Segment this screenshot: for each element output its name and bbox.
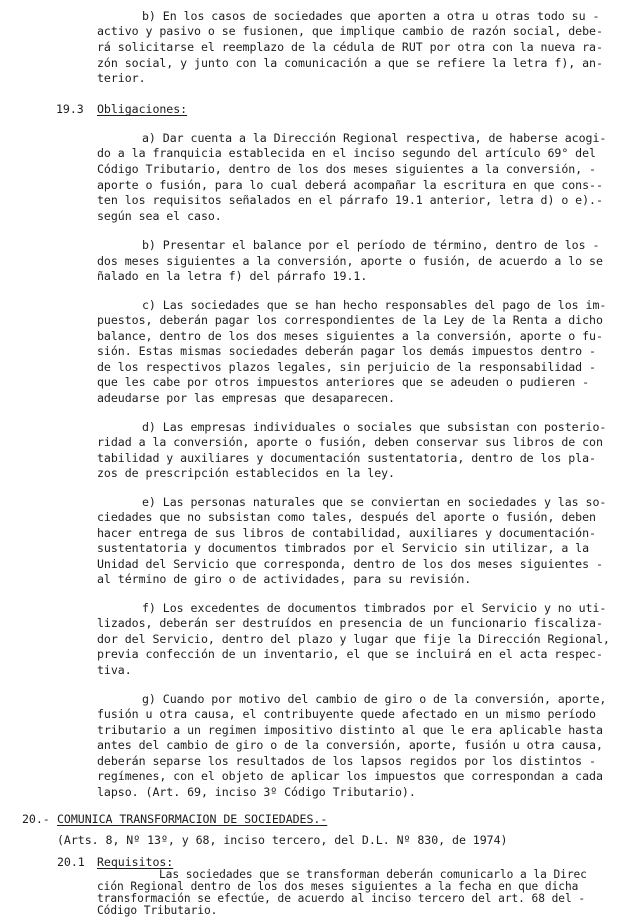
requisitos-line-2: ción Regional dentro de los dos meses siguientes a la fecha en que dicha bbox=[97, 880, 579, 893]
obligation-d-line-4: zos de prescripción establecidos en la ley. bbox=[97, 466, 395, 480]
para-b-line-3: rá solicitarse el reemplazo de la cédula de RUT por otra con la nueva ra- bbox=[97, 40, 603, 54]
obligation-c-line-6: que les cabe por otros impuestos anteriores que se adeuden o pudieren - bbox=[97, 375, 590, 389]
obligation-e-line-4: sustentatoria y documentos timbrados por el Servicio sin utilizar, a la bbox=[97, 541, 590, 555]
obligation-c-line-3: balance, dentro de los dos meses siguientes a la conversión, aporte o fu- bbox=[97, 329, 603, 343]
obligation-c-line-2: puestos, deberán pagar los correspondientes de la Ley de la Renta a dicho bbox=[97, 313, 603, 327]
obligation-g-line-6: regímenes, con el objeto de aplicar los impuestos que correspondan a cada bbox=[97, 769, 603, 783]
obligation-c-line-7: adeudarse por las empresas que desaparecen. bbox=[97, 391, 395, 405]
para-b-line-2: activo y pasivo o se fusionen, que implique cambio de razón social, debe- bbox=[97, 24, 603, 38]
obligation-d-line-3: tabilidad y auxiliares y documentación sustentatoria, dentro de los pla- bbox=[97, 451, 596, 465]
obligation-a-line-4: aporte o fusión, para lo cual deberá acompañar la escritura en que cons-- bbox=[97, 178, 603, 192]
obligation-g-line-1: g) Cuando por motivo del cambio de giro o de la conversión, aporte, bbox=[142, 692, 607, 706]
requisitos-line-3: transformación se efectúe, de acuerdo al inciso tercero del art. 68 del - bbox=[97, 892, 586, 905]
obligation-d-line-2: ridad a la conversión, aporte o fusión, deben conservar sus libros de con bbox=[97, 435, 603, 449]
obligation-f-line-5: tiva. bbox=[97, 663, 132, 677]
obligation-a-line-6: según sea el caso. bbox=[97, 209, 222, 223]
obligation-a-line-3: Código Tributario, dentro de los dos meses siguientes a la conversión, - bbox=[97, 162, 596, 176]
obligation-c-line-1: c) Las sociedades que se han hecho responsables del pago de los im- bbox=[142, 298, 607, 312]
obligation-f-line-3: dor del Servicio, dentro del plazo y lugar que fije la Dirección Regional, bbox=[97, 632, 610, 646]
section-heading-obligaciones: Obligaciones: bbox=[97, 102, 188, 116]
section-number-19-3: 19.3 bbox=[56, 102, 84, 116]
obligation-g-line-4: antes del cambio de giro o de la conversión, aporte, fusión u otra causa, bbox=[97, 738, 603, 752]
obligation-a-line-2: do a la franquicia establecida en el inciso segundo del artículo 69° del bbox=[97, 146, 596, 160]
obligation-b-line-3: ñalado en la letra f) del párrafo 19.1. bbox=[97, 269, 368, 283]
obligation-g-line-5: deberán separse los resultados de los lapsos regidos por los distintos - bbox=[97, 754, 596, 768]
section-heading-comunica: COMUNICA TRANSFORMACION DE SOCIEDADES.- bbox=[57, 812, 328, 826]
obligation-e-line-6: al término de giro o de actividades, para su revisión. bbox=[97, 572, 472, 586]
obligation-e-line-2: ciedades que no subsistan como tales, después del aporte o fusión, deben bbox=[97, 510, 596, 524]
section-number-20-1: 20.1 bbox=[57, 855, 85, 869]
para-b-line-4: zón social, y junto con la comunicación a que se refiere la letra f), an- bbox=[97, 56, 603, 70]
obligation-c-line-4: sión. Estas mismas sociedades deberán pagar los demás impuestos dentro - bbox=[97, 344, 596, 358]
para-b-line-1: b) En los casos de sociedades que aporten a otra u otras todo su - bbox=[142, 9, 600, 23]
obligation-e-line-5: Unidad del Servicio que corresponda, dentro de los dos meses siguientes - bbox=[97, 557, 603, 571]
obligation-d-line-1: d) Las empresas individuales o sociales que subsistan con posterio- bbox=[142, 420, 607, 434]
requisitos-line-1: Las sociedades que se transforman deberán comunicarlo a la Direc bbox=[159, 868, 587, 881]
obligation-f-line-2: lizados, deberán ser destruídos en presencia de un funcionario fiscaliza- bbox=[97, 616, 603, 630]
obligation-b-line-1: b) Presentar el balance por el período de término, dentro de los - bbox=[142, 238, 600, 252]
para-b-line-5: terior. bbox=[97, 71, 146, 85]
obligation-f-line-4: previa confección de un inventario, el que se incluirá en el acta respec- bbox=[97, 647, 603, 661]
legal-reference: (Arts. 8, Nº 13º, y 68, inciso tercero, del D.L. Nº 830, de 1974) bbox=[57, 833, 508, 847]
obligation-a-line-5: ten los requisitos señalados en el párrafo 19.1 anterior, letra d) o e).- bbox=[97, 193, 603, 207]
obligation-g-line-7: lapso. (Art. 69, inciso 3º Código Tributario). bbox=[97, 785, 416, 799]
section-number-20: 20.- bbox=[22, 812, 50, 826]
obligation-g-line-3: tributario a un regimen impositivo distinto al que le era aplicable hasta bbox=[97, 723, 603, 737]
obligation-c-line-5: de los respectivos plazos legales, sin perjuicio de la responsabilidad - bbox=[97, 360, 596, 374]
obligation-a-line-1: a) Dar cuenta a la Dirección Regional respectiva, de haberse acogi- bbox=[142, 131, 607, 145]
obligation-e-line-3: hacer entrega de sus libros de contabilidad, auxiliares y documentación- bbox=[97, 526, 596, 540]
obligation-e-line-1: e) Las personas naturales que se conviertan en sociedades y las so- bbox=[142, 495, 607, 509]
section-heading-requisitos: Requisitos: bbox=[97, 855, 174, 869]
obligation-b-line-2: dos meses siguientes a la conversión, aporte o fusión, de acuerdo a lo se bbox=[97, 254, 603, 268]
obligation-f-line-1: f) Los excedentes de documentos timbrados por el Servicio y no uti- bbox=[142, 601, 607, 615]
requisitos-line-4: Código Tributario. bbox=[97, 904, 218, 917]
obligation-g-line-2: fusión u otra causa, el contribuyente quede afectado en un mismo período bbox=[97, 707, 596, 721]
